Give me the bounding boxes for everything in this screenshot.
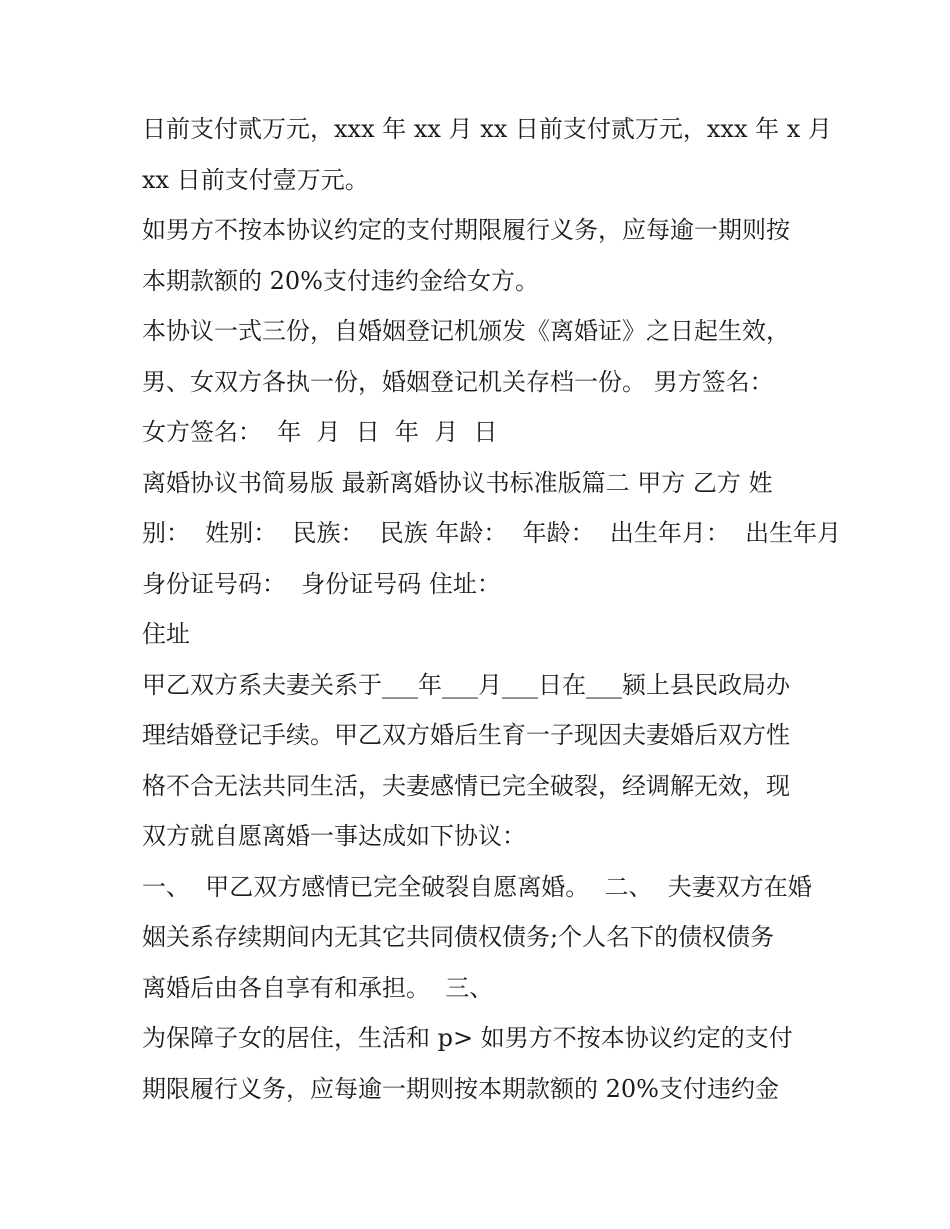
text-line: 离婚协议书简易版 最新离婚协议书标准版篇二 甲方 乙方 姓: [142, 468, 773, 497]
text-line: 理结婚登记手续。甲乙双方婚后生育一子现因夫妻婚后双方性: [142, 721, 790, 749]
text-line: 本期款额的 20%支付违约金给女方。: [142, 266, 539, 295]
text-line: 本协议一式三份，自婚姻登记机颁发《离婚证》之日起生效，: [142, 317, 790, 345]
text-line: 别： 姓别： 民族： 民族 年龄： 年龄： 出生年月： 出生年月: [142, 519, 842, 547]
text-line: 身份证号码： 身份证号码 住址：: [142, 569, 501, 598]
text-line: 一、 甲乙双方感情已完全破裂自愿离婚。 二、 夫妻双方在婚: [142, 872, 812, 901]
text-line: 为保障子女的居住，生活和 p> 如男方不按本协议约定的支付: [142, 1024, 793, 1052]
text-line: 住址: [142, 620, 190, 648]
text-line: 如男方不按本协议约定的支付期限履行义务，应每逾一期则按: [142, 216, 790, 244]
text-line: 期限履行义务，应每逾一期则按本期款额的 20%支付违约金: [142, 1074, 779, 1103]
document-body: [142, 104, 842, 1114]
text-line: 姻关系存续期间内无其它共同债权债务;个人名下的债权债务: [142, 923, 775, 951]
text-line: xx 日前支付壹万元。: [142, 165, 369, 194]
text-line: 甲乙双方系夫妻关系于___年___月___日在___颍上县民政局办: [142, 670, 790, 699]
text-line: 女方签名： 年 月 日 年 月 日: [142, 418, 498, 446]
text-line: 男、女双方各执一份，婚姻登记机关存档一份。 男方签名：: [142, 367, 774, 396]
text-line: 日前支付贰万元，xxx 年 xx 月 xx 日前支付贰万元，xxx 年 x 月: [142, 115, 832, 143]
text-line: 格不合无法共同生活，夫妻感情已完全破裂，经调解无效，现: [142, 771, 790, 800]
text-line: 双方就自愿离婚一事达成如下协议：: [142, 822, 526, 850]
text-line: 离婚后由各自享有和承担。 三、: [142, 973, 494, 1002]
